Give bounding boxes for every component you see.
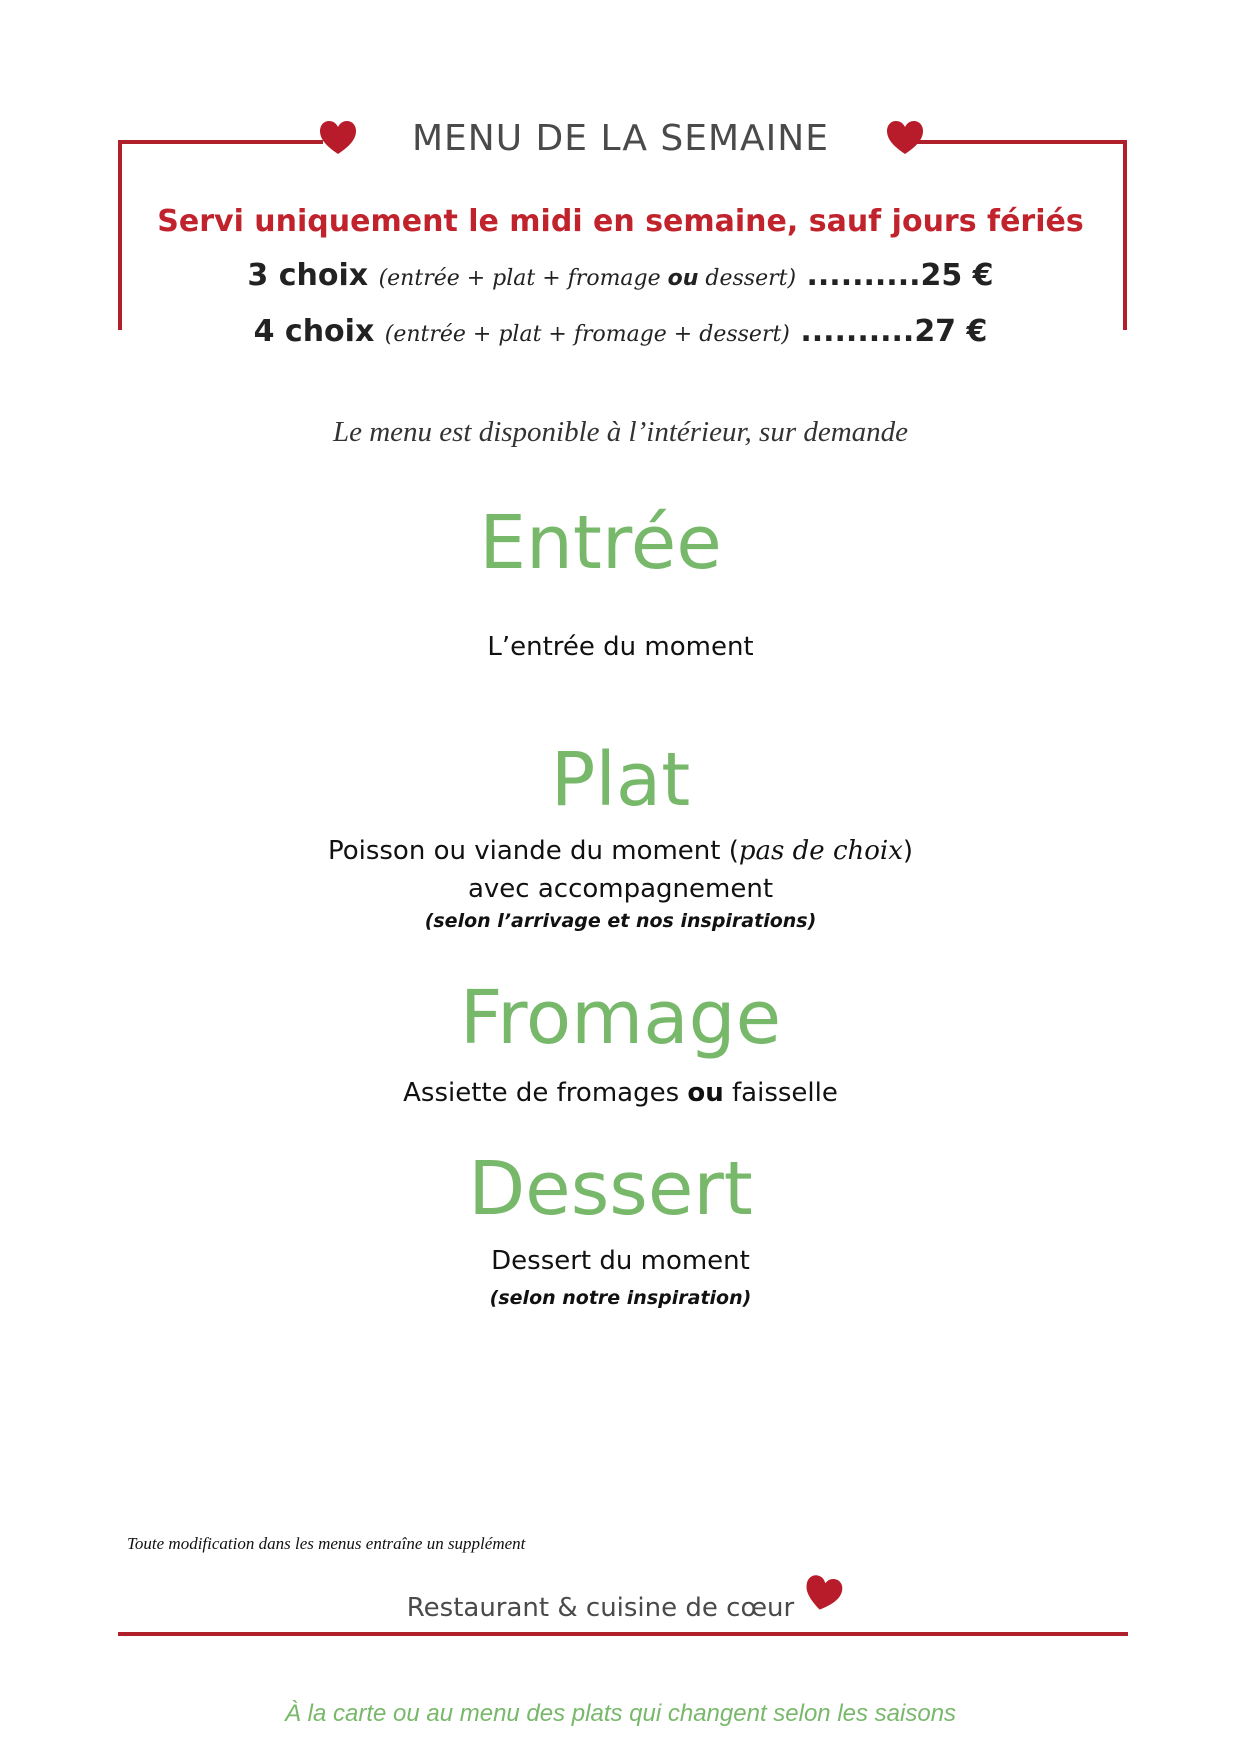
offer-price: 25 €: [920, 258, 994, 293]
section-title-fromage: Fromage: [459, 975, 782, 1061]
dessert-item: Dessert du moment: [491, 1246, 750, 1276]
offer-4-choix: [0, 314, 1241, 349]
offer-dots: ..........: [800, 314, 915, 349]
menu-title: MENU DE LA SEMAINE: [412, 118, 829, 159]
plat-item: Poisson ou viande du moment (pas de choix): [327, 836, 914, 866]
footer-divider: [118, 1632, 1128, 1636]
service-notice: Servi uniquement le midi en semaine, sauf jours fériés: [157, 204, 1084, 239]
availability-note: Le menu est disponible à l’intérieur, sur demande: [332, 416, 909, 448]
offer-label: 4 choix: [253, 314, 375, 349]
offer-3-choix: [0, 258, 1241, 293]
brand-tagline: Restaurant & cuisine de cœur: [406, 1593, 795, 1623]
plat-note: (selon l’arrivage et nos inspirations): [424, 910, 817, 932]
modification-note: Toute modification dans les menus entraîne un supplément: [127, 1534, 526, 1553]
offer-dots: ..........: [806, 258, 921, 293]
offer-label: 3 choix: [247, 258, 369, 293]
section-title-plat: Plat: [550, 737, 691, 823]
dessert-note: (selon notre inspiration): [489, 1287, 752, 1309]
offer-detail: (entrée + plat + fromage + dessert): [384, 322, 790, 347]
offer-detail: (entrée + plat + fromage ou dessert): [378, 266, 797, 291]
section-title-dessert: Dessert: [468, 1146, 753, 1232]
fromage-item: Assiette de fromages ou faisselle: [403, 1078, 838, 1108]
offer-price: 27 €: [914, 314, 988, 349]
plat-item-accompaniment: avec accompagnement: [467, 874, 774, 904]
heart-icon: [799, 1570, 846, 1617]
section-title-entree: Entrée: [479, 500, 722, 586]
entree-item: L’entrée du moment: [487, 632, 754, 662]
seasonal-tagline: À la carte ou au menu des plats qui changent selon les saisons: [284, 1700, 957, 1727]
